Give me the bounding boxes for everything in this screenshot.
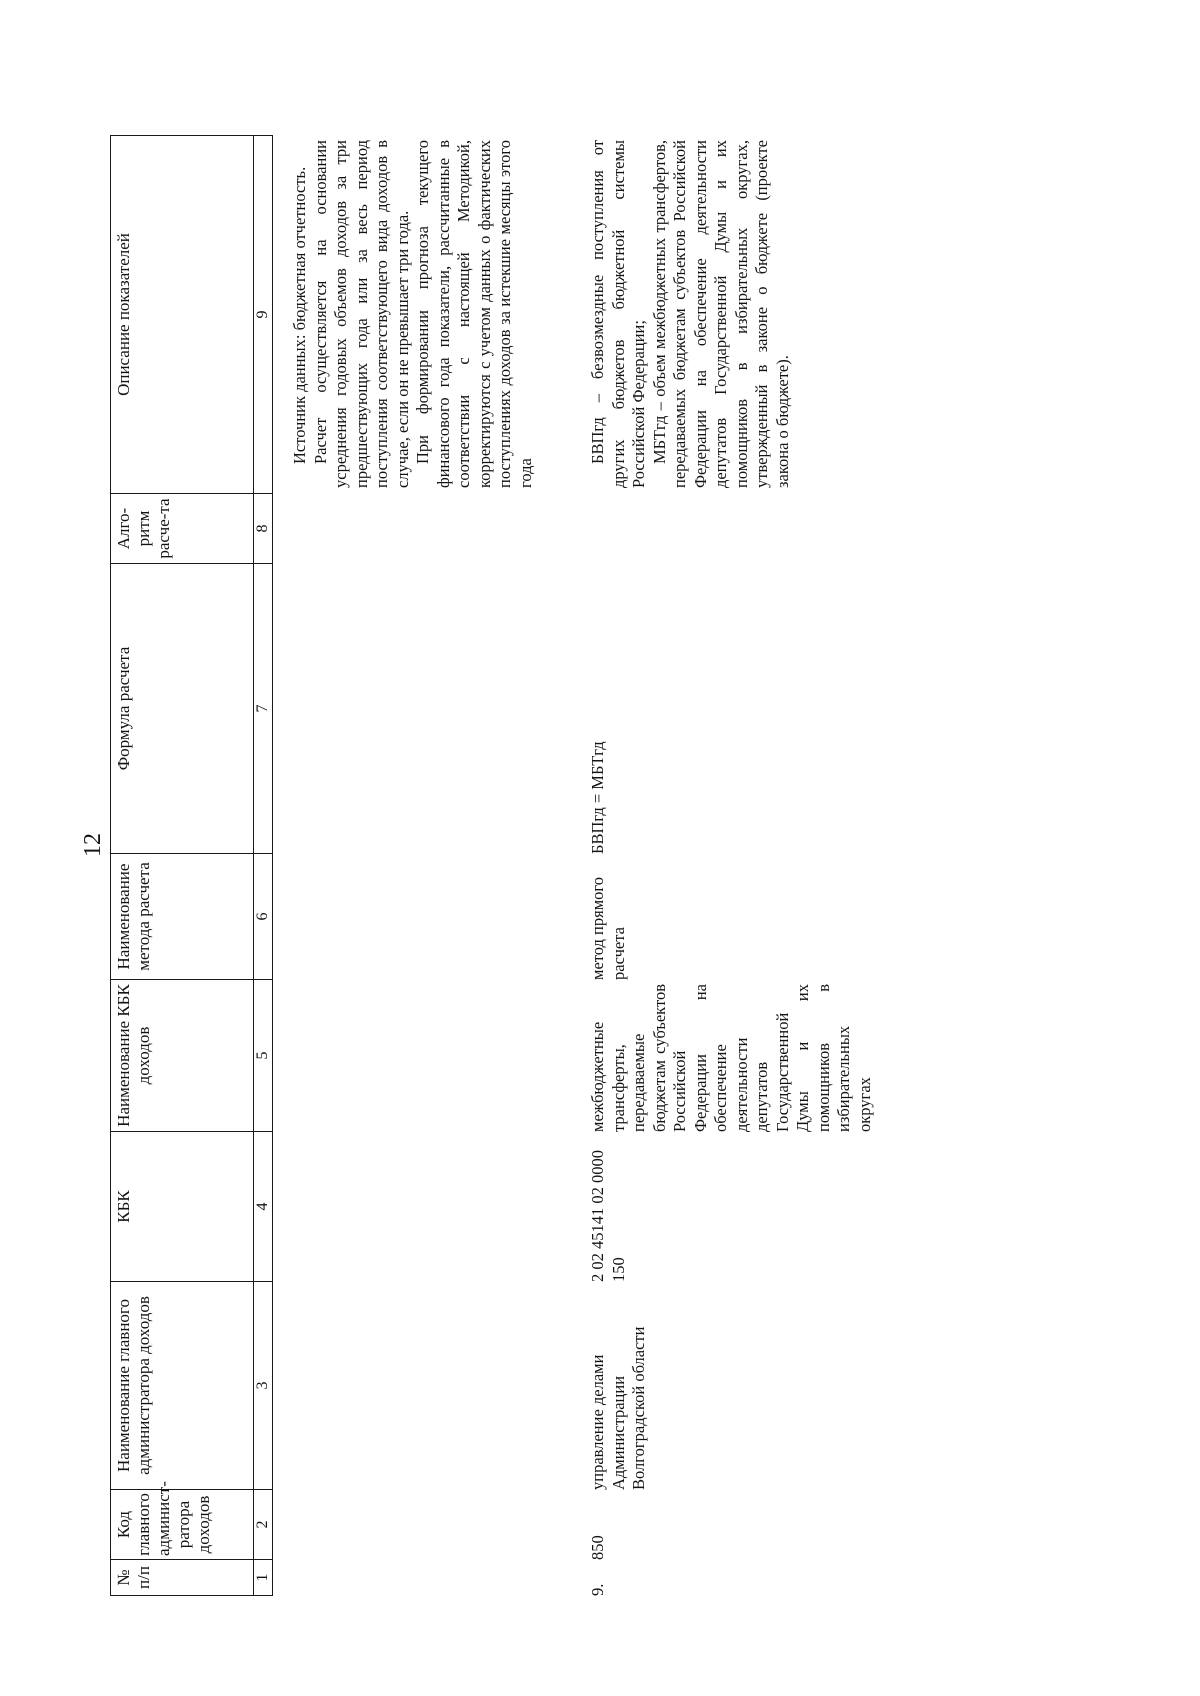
col-header-admin-name: Наименование главного администратора доходов [111, 1282, 254, 1490]
table-header [110, 135, 273, 1596]
page-number: 12 [80, 833, 106, 857]
row-number: 9. [588, 1583, 607, 1596]
col-header-kbk: КБК [111, 1132, 254, 1282]
continued-description [290, 136, 536, 494]
kbk-code: 2 02 45141 02 0000 150 [588, 1150, 628, 1282]
col-header-description: Описание показателей [111, 136, 254, 494]
col-number-7: 7 [254, 564, 273, 854]
description-paragraph: При формировании прогноза текущего финансового года показатели, рассчитанные в соответствии с настоящей Методикой, корректируются с учетом данных о фактических поступлениях доходов за истекшие месяцы этого года [413, 140, 535, 488]
col-number-1: 1 [254, 1560, 273, 1596]
description-paragraph: Расчет осуществляется на основании усреднения годовых объемов доходов за три предшествующих года или за весь период поступления соответствующего вида доходов в случае, если он не превышает три года. [310, 140, 412, 488]
table-row-continued [290, 136, 536, 1596]
col-number-8: 8 [254, 494, 273, 564]
indicator-description [588, 136, 875, 494]
calculation-method: метод прямого расчета [588, 876, 628, 980]
admin-name: управление делами Администрации Волгоградской области [588, 1326, 648, 1490]
table-body [285, 136, 875, 1596]
description-paragraph: Источник данных: бюджетная отчетность. [290, 166, 309, 464]
col-header-admin-code: Код главного админист-ратора доходов [111, 1490, 254, 1560]
kbk-name: межбюджетные трансферты, передаваемые бюджетам субъектов Российской Федерации на обеспечение деятельности депутатов Государственной Думы и их помощников в избирательных округах [588, 984, 874, 1132]
col-number-9: 9 [254, 136, 273, 494]
calculation-formula: БВПгд = МБТгд [588, 741, 607, 854]
col-header-formula: Формула расчета [111, 564, 254, 854]
col-header-algorithm: Алго-ритм расче-та [111, 494, 254, 564]
admin-code: 850 [588, 1535, 607, 1560]
table-row-9 [588, 136, 875, 1596]
col-number-3: 3 [254, 1282, 273, 1490]
description-paragraph: МБТгд – объем межбюджетных трансфертов, передаваемых бюджетам субъектов Российской Федерации на обеспечение деятельности депутатов Государственной Думы и их помощников в избирательных округах, утвержденный в законе о бюджете (проекте закона о бюджете). [649, 140, 792, 488]
calculation-algorithm [588, 494, 875, 564]
col-header-kbk-name: Наименование КБК доходов [111, 980, 254, 1132]
col-number-2: 2 [254, 1490, 273, 1560]
col-number-4: 4 [254, 1132, 273, 1282]
col-number-6: 6 [254, 854, 273, 980]
description-paragraph: БВПгд – безвозмездные поступления от других бюджетов бюджетной системы Российской Федерации; [588, 140, 648, 488]
col-header-method: Наименование метода расчета [111, 854, 254, 980]
col-number-5: 5 [254, 980, 273, 1132]
col-header-number: № п/п [111, 1560, 254, 1596]
